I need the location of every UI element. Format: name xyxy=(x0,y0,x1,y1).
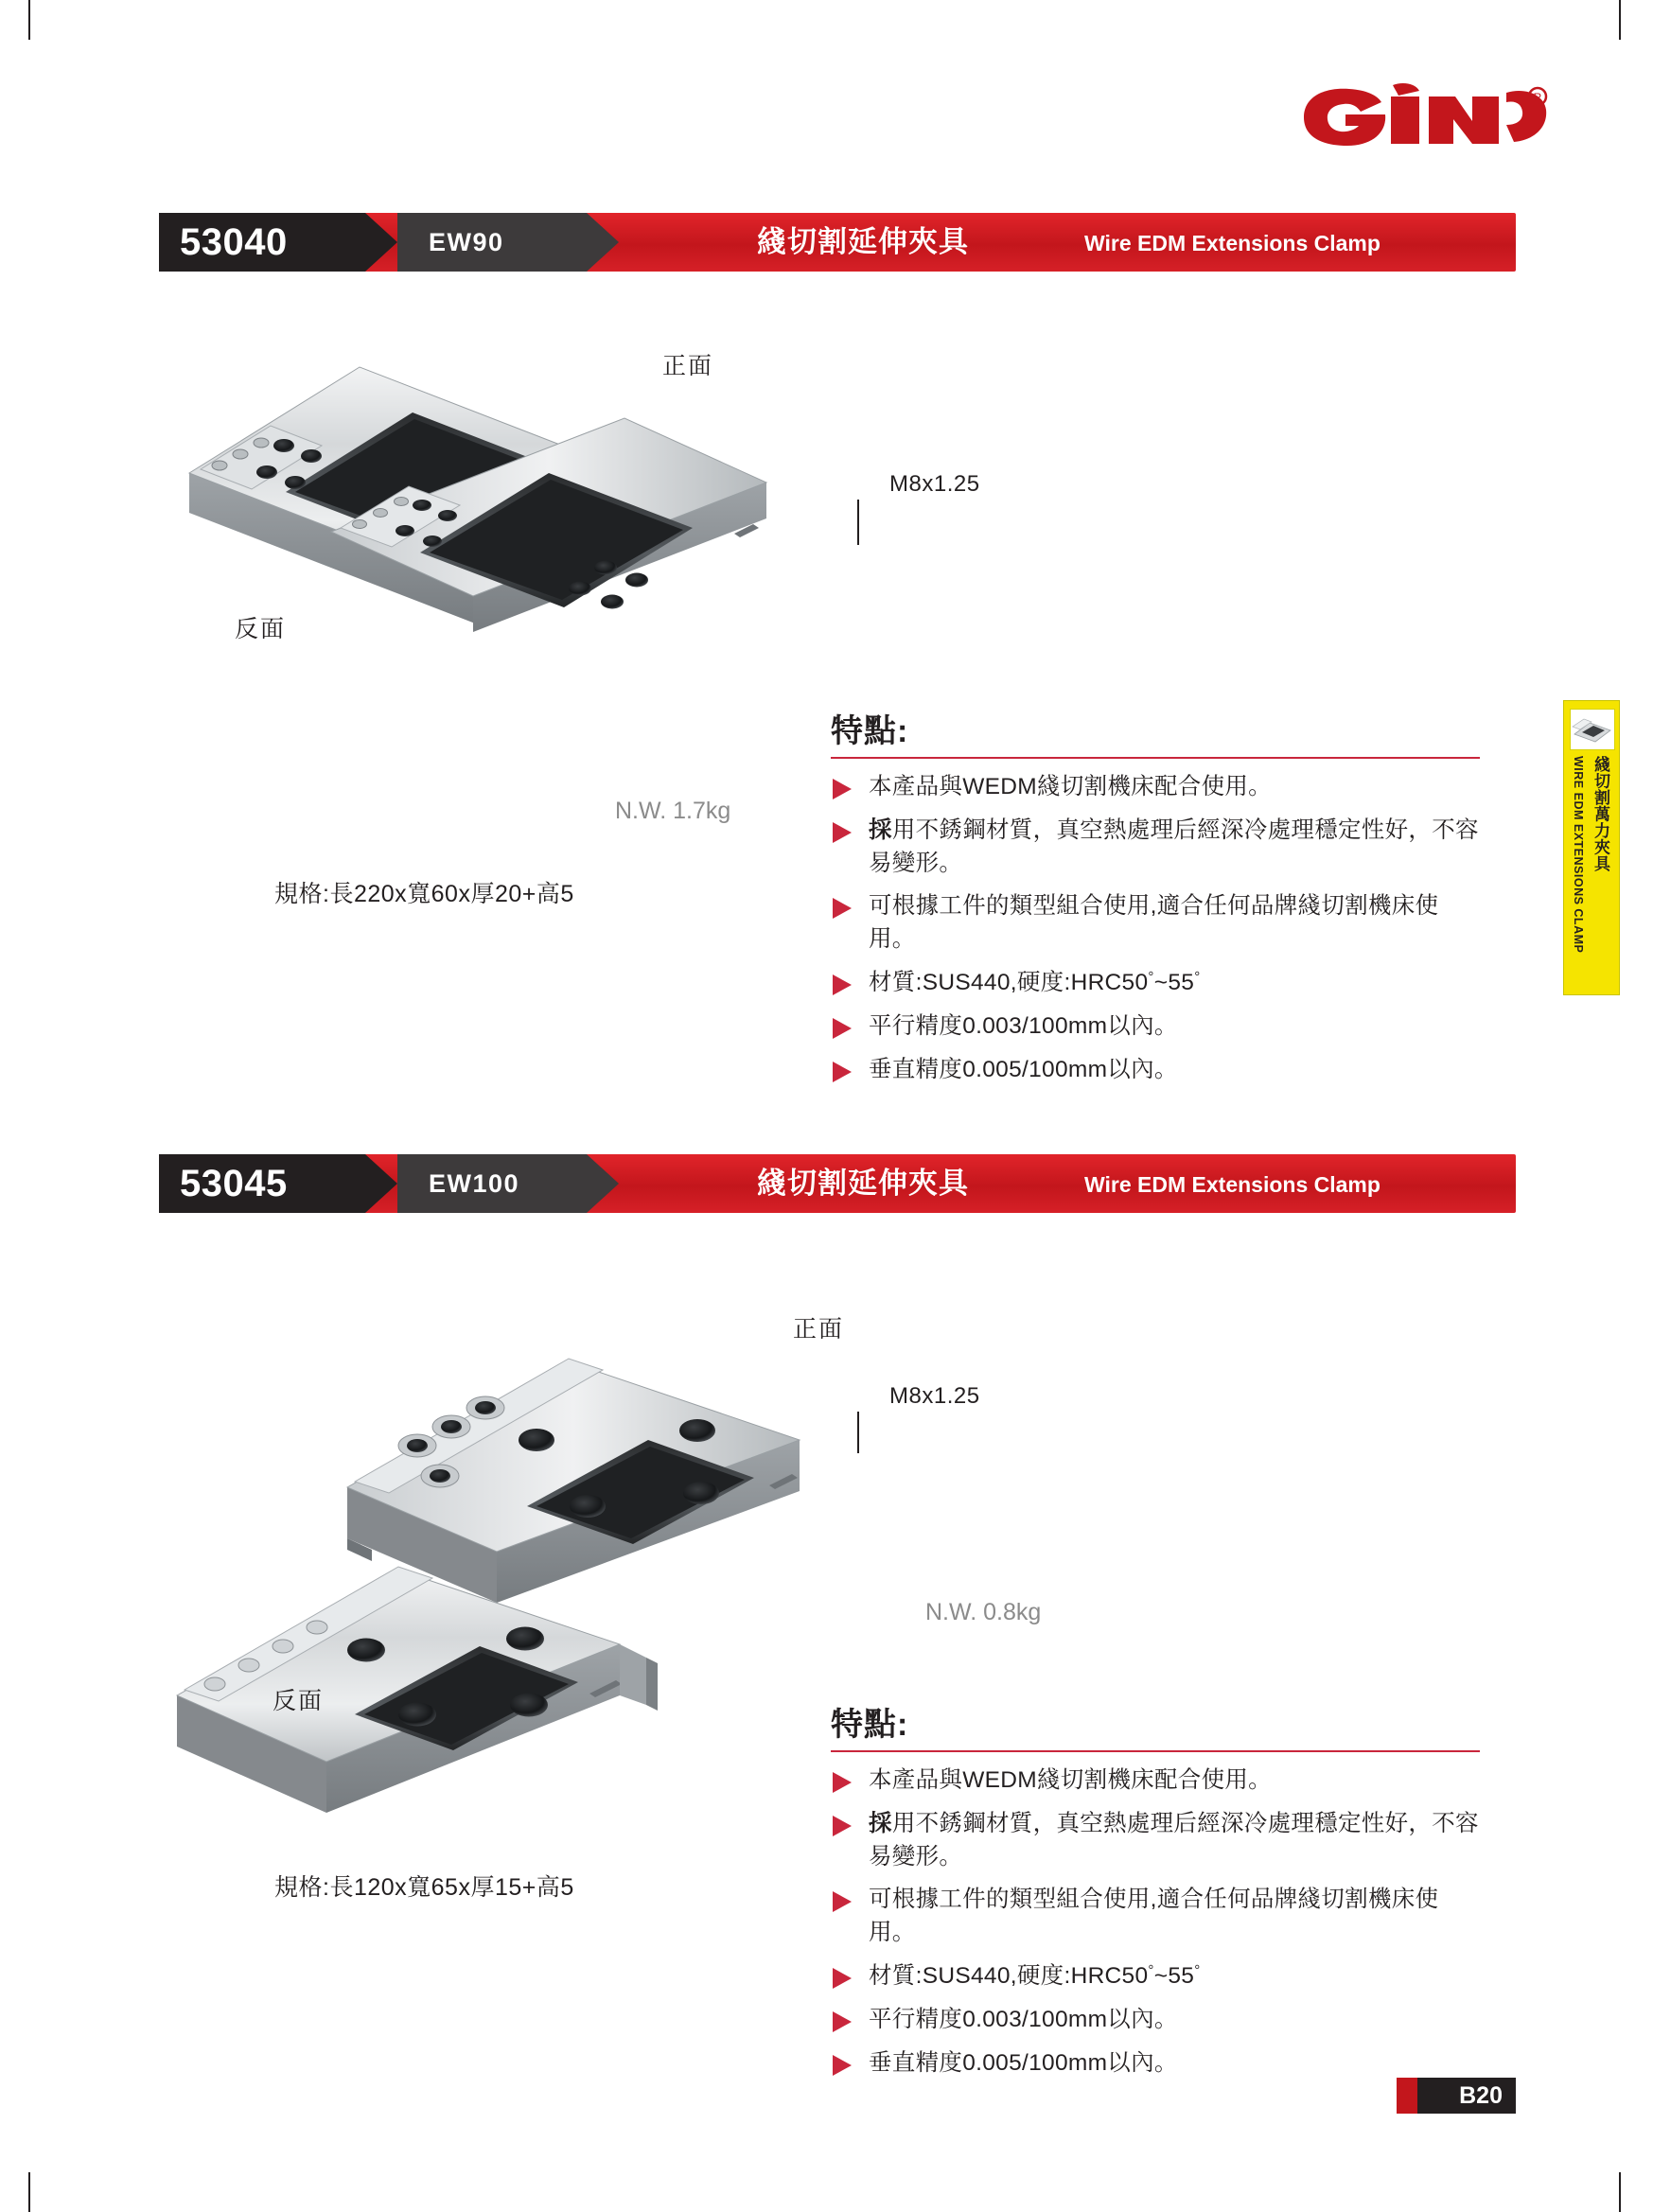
label-front-1: 正面 xyxy=(662,353,714,379)
crop-mark-top-right xyxy=(1619,0,1621,40)
bullet-triangle-icon xyxy=(833,1891,852,1912)
bullet-triangle-icon xyxy=(833,2011,852,2032)
feature-text: 可根據工件的類型組合使用,適合任何品牌綫切割機床使用。 xyxy=(869,893,1439,953)
feature-item xyxy=(831,1054,1484,1087)
feature-text: 採用不銹鋼材質，真空熱處理后經深冷處理穩定性好，不容易變形。 xyxy=(869,816,1479,876)
label-back-2: 反面 xyxy=(273,1688,325,1714)
feature-item xyxy=(831,967,1484,1000)
page-number-accent xyxy=(1397,2078,1417,2114)
feature-text: 可根據工件的類型組合使用,適合任何品牌綫切割機床使用。 xyxy=(869,1887,1439,1946)
product-code-1: 53040 xyxy=(180,221,288,263)
features-title-2: 特點: xyxy=(831,1707,909,1743)
label-back-1: 反面 xyxy=(235,616,287,642)
side-tab-text-cn: 綫切割萬力夾具 xyxy=(1591,756,1609,872)
bullet-triangle-icon xyxy=(833,898,852,919)
header-arrow-code-1 xyxy=(365,213,397,272)
crop-mark-bottom-left xyxy=(28,2172,30,2212)
crop-mark-bottom-right xyxy=(1619,2172,1621,2212)
bullet-triangle-icon xyxy=(833,1816,852,1836)
side-tab-thumbnail xyxy=(1570,709,1615,750)
features-list-1 xyxy=(831,771,1484,1097)
bullet-triangle-icon xyxy=(833,779,852,799)
feature-text: 平行精度0.003/100mm以內。 xyxy=(869,1012,1178,1039)
feature-text: 材質:SUS440,硬度:HRC50°~55° xyxy=(869,1961,1201,1990)
leader-line-2 xyxy=(857,1412,859,1453)
product-title-cn-1: 綫切割延伸夾具 xyxy=(757,225,969,258)
feature-item xyxy=(831,1884,1484,1950)
feature-text: 本產品與WEDM綫切割機床配合使用。 xyxy=(869,1767,1272,1793)
product-header-2 xyxy=(159,1154,1516,1213)
brand-logo xyxy=(1287,83,1552,151)
label-spec-1: 規格:長220x寬60x厚20+高5 xyxy=(274,881,574,907)
label-thread-2: M8x1.25 xyxy=(889,1383,980,1409)
bullet-triangle-icon xyxy=(833,974,852,995)
features-title-1: 特點: xyxy=(831,713,909,749)
feature-item xyxy=(831,1808,1484,1874)
product-title-en-2: Wire EDM Extensions Clamp xyxy=(1084,1172,1380,1197)
label-spec-2: 規格:長120x寬65x厚15+高5 xyxy=(274,1874,574,1901)
leader-line-1 xyxy=(857,500,859,545)
bullet-triangle-icon xyxy=(833,1968,852,1989)
product-title-cn-2: 綫切割延伸夾具 xyxy=(757,1167,969,1200)
features-rule-1 xyxy=(831,757,1480,759)
product-code-2: 53045 xyxy=(180,1163,288,1204)
feature-item xyxy=(831,1010,1484,1044)
feature-item xyxy=(831,815,1484,881)
feature-item xyxy=(831,890,1484,957)
label-weight-1: N.W. 1.7kg xyxy=(615,798,731,824)
feature-item xyxy=(831,1764,1484,1798)
bullet-triangle-icon xyxy=(833,1062,852,1082)
bullet-triangle-icon xyxy=(833,1018,852,1039)
header-arrow-code-2 xyxy=(365,1154,397,1213)
header-arrow-model-2 xyxy=(587,1154,619,1213)
page-number: B20 xyxy=(1459,2082,1503,2109)
feature-item xyxy=(831,771,1484,804)
feature-text: 材質:SUS440,硬度:HRC50°~55° xyxy=(869,968,1201,996)
feature-text: 垂直精度0.005/100mm以內。 xyxy=(869,1056,1178,1082)
bullet-triangle-icon xyxy=(833,1772,852,1793)
feature-item xyxy=(831,1960,1484,1993)
crop-mark-top-left xyxy=(28,0,30,40)
feature-text: 本產品與WEDM綫切割機床配合使用。 xyxy=(869,774,1272,799)
label-thread-1: M8x1.25 xyxy=(889,471,980,497)
feature-text: 垂直精度0.005/100mm以內。 xyxy=(869,2049,1178,2076)
product-model-2: EW100 xyxy=(429,1169,520,1198)
features-list-2 xyxy=(831,1764,1484,2090)
svg-text:R: R xyxy=(1533,91,1542,104)
bullet-triangle-icon xyxy=(833,2055,852,2076)
bullet-triangle-icon xyxy=(833,822,852,843)
product-header-1 xyxy=(159,213,1516,272)
feature-item xyxy=(831,2004,1484,2037)
side-tab xyxy=(1563,700,1620,995)
label-weight-2: N.W. 0.8kg xyxy=(925,1599,1042,1625)
product-title-en-1: Wire EDM Extensions Clamp xyxy=(1084,231,1380,255)
side-tab-text xyxy=(1564,756,1619,992)
feature-item xyxy=(831,2047,1484,2080)
side-tab-text-en: WIRE EDM EXTENSIONS CLAMP xyxy=(1572,756,1585,954)
feature-text: 採用不銹鋼材質，真空熱處理后經深冷處理穩定性好，不容易變形。 xyxy=(869,1810,1479,1870)
page-number-box xyxy=(1397,2078,1516,2114)
features-rule-2 xyxy=(831,1750,1480,1752)
header-arrow-model-1 xyxy=(587,213,619,272)
feature-text: 平行精度0.003/100mm以內。 xyxy=(869,2006,1178,2032)
product-model-1: EW90 xyxy=(429,228,504,256)
label-front-2: 正面 xyxy=(793,1316,845,1343)
